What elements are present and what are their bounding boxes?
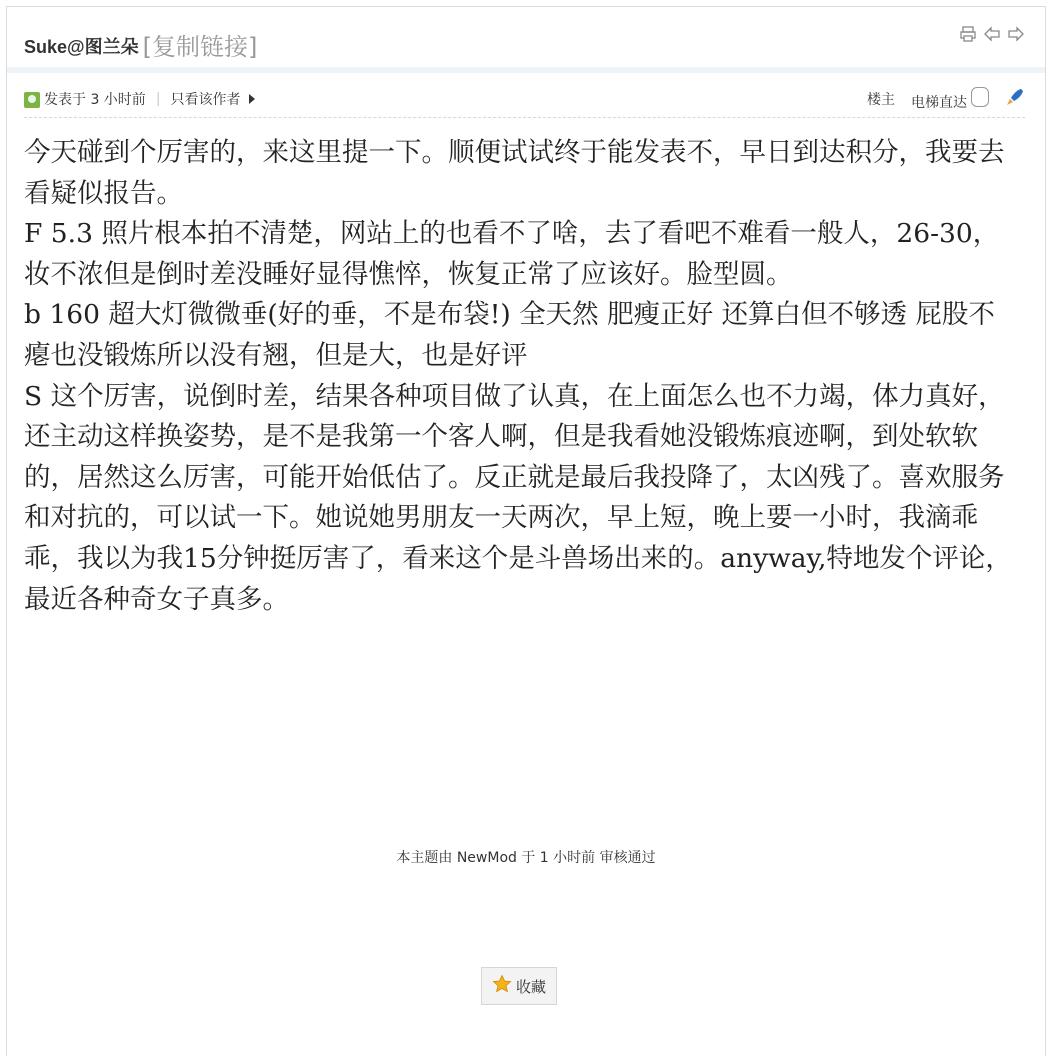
floor-controls <box>867 87 1025 112</box>
meta-divider <box>24 117 1025 118</box>
author-line <box>24 25 257 60</box>
favorite-button[interactable] <box>481 967 557 1005</box>
favorite-label: 收藏 <box>515 977 546 996</box>
rocket-icon[interactable] <box>1005 87 1025 111</box>
next-thread-icon[interactable] <box>1007 25 1025 43</box>
only-author-link[interactable]: 只看该作者 <box>170 92 241 108</box>
floor-label: 楼主 <box>867 92 895 108</box>
post-body <box>24 133 1014 620</box>
post-container <box>6 6 1046 1056</box>
triangle-right-icon <box>249 94 255 104</box>
post-header <box>7 7 1045 68</box>
meta-separator: | <box>155 91 161 107</box>
elevator-label: 电梯直达 <box>911 94 967 111</box>
post-paragraph: S 这个厉害，说倒时差，结果各种项目做了认真，在上面怎么也不力竭，体力真好，还主动这样换姿势，是不是我第一个客人啊，但是我看她没锻炼痕迹啊，到处软软的，居然这么厉害，可能开始低估了。反正就是最后我投降了，太凶残了。喜欢服务和对抗的，可以试一下。她说她男朋友一天两次，早上短，晚上要一小时，我滴乖乖，我以为我15分钟挺厉害了，看来这个是斗兽场出来的。anyway,特地发个评论，最近各种奇女子真多。 <box>24 380 1012 615</box>
elevator-control <box>911 87 989 112</box>
print-icon[interactable] <box>959 25 977 43</box>
post-time: 发表于 3 小时前 <box>44 92 146 108</box>
copy-link[interactable]: [复制链接] <box>142 33 258 61</box>
header-divider <box>7 67 1045 73</box>
thread-tools <box>959 25 1025 43</box>
user-avatar-icon <box>24 92 40 108</box>
post-paragraph: F 5.3 照片根本拍不清楚，网站上的也看不了啥，去了看吧不难看一般人，26-30，妆不浓但是倒时差没睡好显得憔悴，恢复正常了应该好。脸型圆。 <box>24 218 1000 290</box>
prev-thread-icon[interactable] <box>983 25 1001 43</box>
post-paragraph: b 160 超大灯微微垂(好的垂，不是布袋!) 全天然 肥瘦正好 还算白但不够透 屁股不瘪也没锻炼所以没有翘，但是大，也是好评 <box>24 299 995 371</box>
moderation-note: 本主题由 NewMod 于 1 小时前 审核通过 <box>396 850 656 866</box>
post-paragraph: 今天碰到个厉害的，来这里提一下。顺便试试终于能发表不，早日到达积分，我要去看疑似报告。 <box>24 137 1005 209</box>
author-name[interactable]: Suke@图兰朵 <box>24 37 139 57</box>
post-meta <box>24 87 1025 111</box>
star-icon <box>492 974 512 998</box>
elevator-input[interactable] <box>971 87 989 107</box>
